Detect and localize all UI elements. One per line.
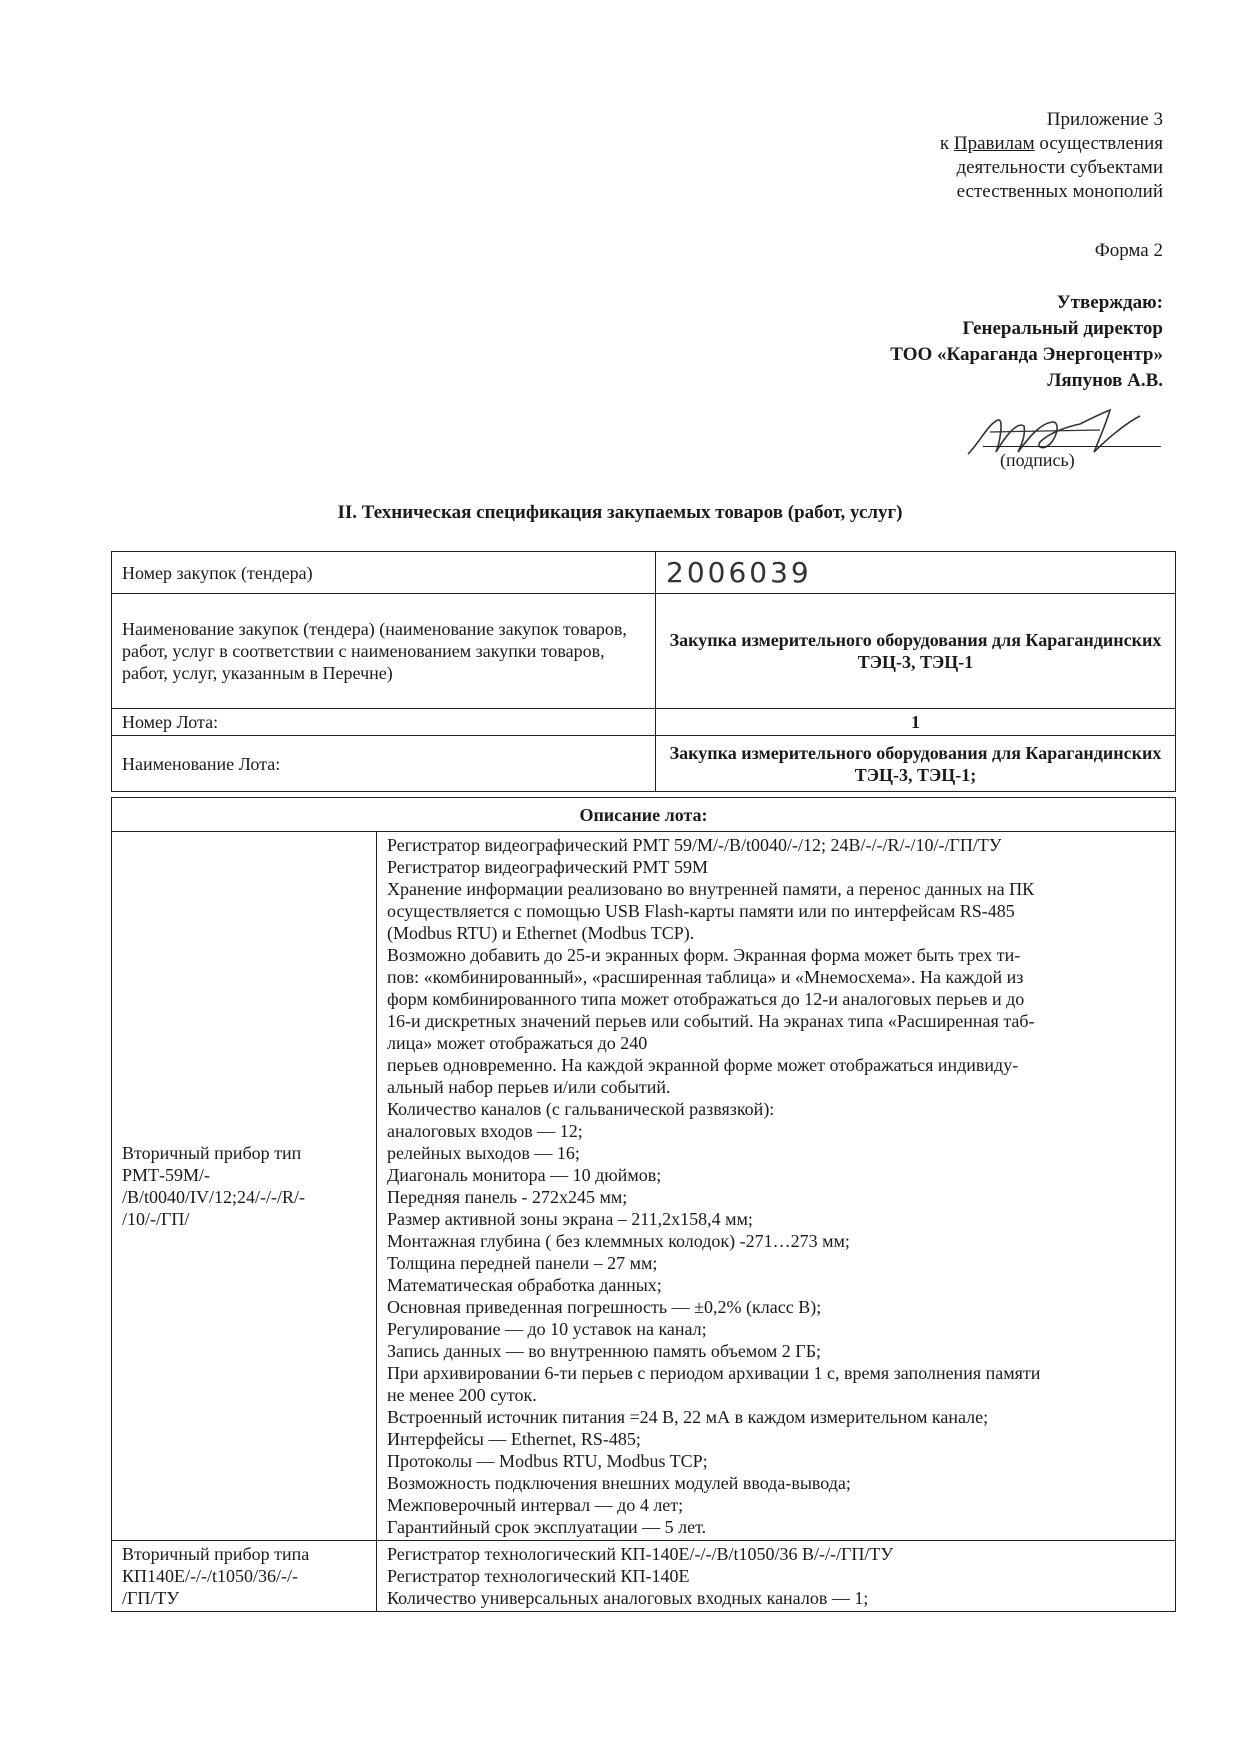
desc-line: Гарантийный срок эксплуатации — 5 лет. [387, 1517, 707, 1537]
item-description-2 [377, 1541, 1176, 1612]
signature-caption: (подпись) [1000, 450, 1075, 470]
lot-number-label: Номер Лота: [112, 709, 656, 736]
lot-number-value: 1 [656, 709, 1176, 736]
annex-rules-line [940, 132, 1163, 156]
annex-rest: осуществления [1034, 133, 1163, 154]
desc-line: Регистратор технологический КП-140Е/-/-/В/t1050/36 В/-/-/ГП/ТУ [387, 1544, 894, 1564]
lot-name-label: Наименование Лота: [112, 736, 656, 792]
item-name-2 [112, 1541, 377, 1612]
desc-line: осуществляется с помощью USB Flash-карты памяти или по интерфейсам RS-485 [387, 901, 1015, 921]
approval-line-3: ТОО «Караганда Энергоцентр» [890, 344, 1163, 365]
desc-line: Возможно добавить до 25-и экранных форм. Экранная форма может быть трех ти- [387, 945, 1021, 965]
tender-name-value: Закупка измерительного оборудования для Карагандинских ТЭЦ-3, ТЭЦ-1 [656, 594, 1176, 709]
tender-number-label: Номер закупок (тендера) [112, 552, 656, 594]
approval-line-2: Генеральный директор [962, 318, 1163, 339]
form-number: Форма 2 [1094, 240, 1163, 261]
desc-line: Регистратор технологический КП-140Е [387, 1566, 690, 1586]
desc-line: не менее 200 суток. [387, 1385, 537, 1405]
lot-description-table [111, 797, 1176, 1612]
approval-block [890, 290, 1163, 394]
desc-line: Встроенный источник питания =24 В, 22 мА в каждом измерительном канале; [387, 1407, 989, 1427]
annex-line-3: деятельности субъектами [956, 157, 1163, 178]
row-tender-name [112, 594, 1176, 709]
desc-line: Математическая обработка данных; [387, 1275, 662, 1295]
annex-reference [940, 108, 1163, 204]
desc-line: Диагональ монитора — 10 дюймов; [387, 1165, 662, 1185]
annex-k: к [939, 133, 954, 154]
desc-line: Количество каналов (с гальванической развязкой): [387, 1099, 775, 1119]
item-name-text: Вторичный прибор тип РМТ-59М/- /В/t0040/IV/12;24/-/-/R/- /10/-/ГП/ [122, 1143, 305, 1229]
desc-line: (Modbus RTU) и Ethernet (Modbus TCP). [387, 923, 695, 943]
desc-line: пов: «комбинированный», «расширенная таблица» и «Мнемосхема». На каждой из [387, 967, 1024, 987]
desc-line: При архивировании 6-ти перьев с периодом архивации 1 с, время заполнения памяти [387, 1363, 1041, 1383]
desc-line: Толщина передней панели – 27 мм; [387, 1253, 658, 1273]
desc-line: Межповерочный интервал — до 4 лет; [387, 1495, 684, 1515]
desc-line: Регистратор видеографический РМТ 59М [387, 857, 708, 877]
approval-line-1: Утверждаю: [1056, 292, 1163, 313]
desc-line: перьев одновременно. На каждой экранной форме может отображаться индивиду- [387, 1055, 1019, 1075]
row-lot-name [112, 736, 1176, 792]
desc-line: Регистратор видеографический РМТ 59/М/-/В/t0040/-/12; 24В/-/-/R/-/10/-/ГП/ТУ [387, 835, 1002, 855]
desc-line: Протоколы — Modbus RTU, Modbus TCP; [387, 1451, 708, 1471]
annex-line-4: естественных монополий [956, 181, 1163, 202]
desc-line: Регулирование — до 10 уставок на канал; [387, 1319, 707, 1339]
item-row-2 [112, 1541, 1176, 1612]
tender-name-label: Наименование закупок (тендера) (наименование закупок товаров, работ, услуг в соответствии с наименованием закупки товаров, работ, услуг, указанным в Перечне) [112, 594, 656, 709]
row-lot-number [112, 709, 1176, 736]
desc-line: Возможность подключения внешних модулей ввода-вывода; [387, 1473, 851, 1493]
signature-line [983, 446, 1161, 447]
annex-rules-link: Правилам [953, 133, 1035, 154]
desc-line: Основная приведенная погрешность — ±0,2% (класс В); [387, 1297, 822, 1317]
tender-number-value: 2006039 [656, 552, 1176, 594]
desc-line: альный набор перьев и/или событий. [387, 1077, 671, 1097]
desc-line: Передняя панель - 272х245 мм; [387, 1187, 628, 1207]
desc-line: лица» может отображаться до 240 [387, 1033, 648, 1053]
desc-line: форм комбинированного типа может отображаться до 12-и аналоговых перьев и до [387, 989, 1025, 1009]
desc-line: Хранение информации реализовано во внутренней памяти, а перенос данных на ПК [387, 879, 1035, 899]
desc-line: релейных выходов — 16; [387, 1143, 580, 1163]
item-name-text: Вторичный прибор типа КП140Е/-/-/t1050/36/-/- /ГП/ТУ [122, 1544, 310, 1608]
desc-line: Запись данных — во внутреннюю память объемом 2 ГБ; [387, 1341, 822, 1361]
desc-line: Размер активной зоны экрана – 211,2х158,4 мм; [387, 1209, 753, 1229]
desc-line: аналоговых входов — 12; [387, 1121, 583, 1141]
lot-name-value: Закупка измерительного оборудования для Карагандинских ТЭЦ-3, ТЭЦ-1; [656, 736, 1176, 792]
lot-description-header: Описание лота: [112, 798, 1176, 832]
desc-line: 16-и дискретных значений перьев или событий. На экранах типа «Расширенная таб- [387, 1011, 1035, 1031]
item-row-1 [112, 832, 1176, 1541]
desc-line: Интерфейсы — Ethernet, RS-485; [387, 1429, 641, 1449]
row-lot-description-header [112, 798, 1176, 832]
item-name-1 [112, 832, 377, 1541]
approval-line-4: Ляпунов А.В. [1047, 370, 1163, 391]
desc-line: Количество универсальных аналоговых входных каналов — 1; [387, 1588, 869, 1608]
row-tender-number [112, 552, 1176, 594]
section-title: II. Техническая спецификация закупаемых товаров (работ, услуг) [337, 502, 903, 523]
specification-table [111, 551, 1176, 792]
item-description-1 [377, 832, 1176, 1541]
annex-title: Приложение 3 [1046, 109, 1163, 130]
desc-line: Монтажная глубина ( без клеммных колодок) -271…273 мм; [387, 1231, 850, 1251]
